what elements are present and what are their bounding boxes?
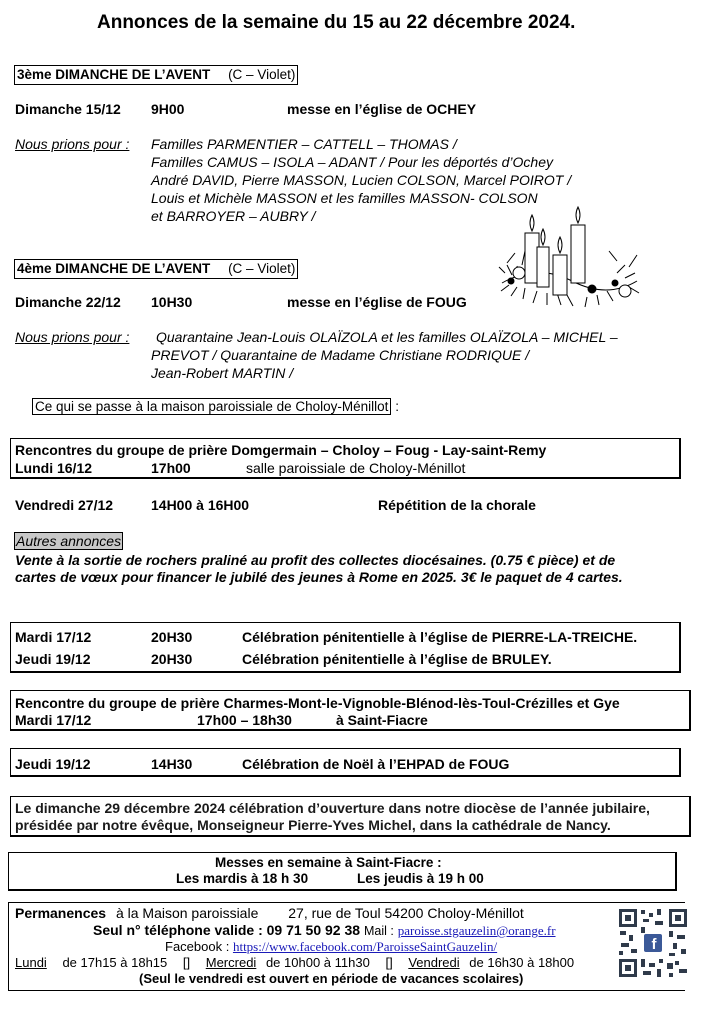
prayer-line: et BARROYER – AUBRY / xyxy=(151,208,316,224)
other-announcements-heading: Autres annonces xyxy=(16,533,122,549)
choir-event: Répétition de la chorale xyxy=(378,497,536,513)
jubilee-line: Le dimanche 29 décembre 2024 célébration d’ouverture dans notre diocèse de l’année jubilaire, xyxy=(15,800,650,816)
heading-text: 3ème DIMANCHE DE L’AVENT xyxy=(17,67,211,82)
prayer-line: Familles PARMENTIER – CATTELL – THOMAS / xyxy=(151,136,457,152)
advent-wreath-icon xyxy=(497,203,642,308)
liturgical-color: (C – Violet) xyxy=(228,261,296,276)
prayer-group-2-day: Mardi 17/12 xyxy=(15,712,92,728)
announcement-line: Vente à la sortie de rochers praliné au profit des collectes diocésaines. (0.75 € pièce) et de xyxy=(15,552,616,568)
penitential-event: Célébration pénitentielle à l’église de PIERRE-LA-TREICHE. xyxy=(242,629,638,645)
weekday-masses-thursdays: Les jeudis à 19 h 00 xyxy=(357,871,484,886)
prayer-group-2-place: à Saint-Fiacre xyxy=(336,712,428,728)
announcement-line: cartes de vœux pour financer le jubilé des jeunes à Rome en 2025. 3€ le paquet de 4 cartes. xyxy=(15,569,623,585)
weekday-masses-tuesdays: Les mardis à 18 h 30 xyxy=(176,871,309,886)
prayer-line: Jean-Robert MARTIN / xyxy=(151,365,294,381)
facebook-link[interactable]: https://www.facebook.com/ParoisseSaintGauzelin/ xyxy=(232,939,498,954)
phone-label: Seul n° téléphone valide : 09 71 50 92 38 xyxy=(93,922,361,938)
facebook-label: Facebook : xyxy=(165,939,230,954)
schedule-day: Vendredi xyxy=(408,955,460,970)
mass-event: messe en l’église de OCHEY xyxy=(287,101,477,117)
schedule-hours: de 17h15 à 18h15 xyxy=(62,955,168,970)
holiday-note: (Seul le vendredi est ouvert en période de vacances scolaires) xyxy=(139,971,524,986)
christmas-time: 14H30 xyxy=(151,756,193,772)
mail-label: Mail : xyxy=(363,924,394,938)
prayer-group-time: 17h00 xyxy=(151,460,191,476)
prayer-line: PREVOT / Quarantaine de Madame Christiane RODRIQUE / xyxy=(151,347,530,363)
schedule-line xyxy=(15,955,574,970)
prayer-group-place: salle paroissiale de Choloy-Ménillot xyxy=(246,460,466,476)
prayer-label: Nous prions pour : xyxy=(15,136,130,152)
penitential-day: Mardi 17/12 xyxy=(15,629,92,645)
permanences-place: à la Maison paroissiale xyxy=(115,905,259,921)
contact-line xyxy=(93,922,556,939)
schedule-day: Lundi xyxy=(15,955,47,970)
house-heading-colon: : xyxy=(395,399,399,414)
penitential-event: Célébration pénitentielle à l’église de BRULEY. xyxy=(242,651,552,667)
prayer-label: Nous prions pour : xyxy=(15,329,130,345)
section-heading-3rd-sunday xyxy=(14,65,298,85)
penitential-time: 20H30 xyxy=(151,629,193,645)
penitential-day: Jeudi 19/12 xyxy=(15,651,91,667)
prayer-line: André DAVID, Pierre MASSON, Lucien COLSON, Marcel POIROT / xyxy=(151,172,572,188)
prayer-group-title: Rencontres du groupe de prière Domgermain – Choloy – Foug - Lay-saint-Remy xyxy=(15,442,547,458)
permanences-label: Permanences xyxy=(15,905,107,921)
prayer-group-2-time: 17h00 – 18h30 xyxy=(197,712,292,728)
other-announcements-text xyxy=(15,552,623,586)
mass-event: messe en l’église de FOUG xyxy=(287,294,467,310)
facebook-line xyxy=(165,939,497,955)
mail-link[interactable]: paroisse.stgauzelin@orange.fr xyxy=(397,923,556,938)
schedule-separator: [] xyxy=(385,955,393,970)
schedule-day: Mercredi xyxy=(205,955,257,970)
schedule-hours: de 10h00 à 11h30 xyxy=(265,955,370,970)
schedule-separator: [] xyxy=(182,955,191,970)
prayer-line: Quarantaine Jean-Louis OLAÏZOLA et les familles OLAÏZOLA – MICHEL – xyxy=(156,329,618,345)
heading-text: 4ème DIMANCHE DE L’AVENT xyxy=(17,261,211,276)
qr-code-icon[interactable] xyxy=(617,907,689,979)
permanences-address: 27, rue de Toul 54200 Choloy-Ménillot xyxy=(288,905,524,921)
mass-time: 9H00 xyxy=(151,101,185,117)
house-heading xyxy=(32,399,399,414)
penitential-time: 20H30 xyxy=(151,651,193,667)
prayer-line: Familles CAMUS – ISOLA – ADANT / Pour les déportés d’Ochey xyxy=(151,154,553,170)
jubilee-text xyxy=(15,800,650,834)
prayer-group-day: Lundi 16/12 xyxy=(15,460,93,476)
mass-day: Dimanche 15/12 xyxy=(15,101,121,117)
page-title: Annonces de la semaine du 15 au 22 décembre 2024. xyxy=(97,12,576,33)
schedule-hours: de 16h30 à 18h00 xyxy=(469,955,575,970)
weekday-masses-title: Messes en semaine à Saint-Fiacre : xyxy=(215,855,442,870)
christmas-day: Jeudi 19/12 xyxy=(15,756,91,772)
mass-time: 10H30 xyxy=(151,294,193,310)
prayer-group-2-title: Rencontre du groupe de prière Charmes-Mont-le-Vignoble-Blénod-lès-Toul-Crézilles et Gye xyxy=(15,695,620,711)
choir-day: Vendredi 27/12 xyxy=(15,497,114,513)
christmas-event: Célébration de Noël à l’EHPAD de FOUG xyxy=(242,756,510,772)
permanences-line xyxy=(15,905,524,921)
liturgical-color: (C – Violet) xyxy=(228,67,296,82)
prayer-intentions xyxy=(151,328,618,382)
mass-day: Dimanche 22/12 xyxy=(15,294,121,310)
house-heading-text: Ce qui se passe à la maison paroissiale de Choloy-Ménillot xyxy=(32,398,391,415)
svg-text:f: f xyxy=(651,936,657,953)
jubilee-line: présidée par notre évêque, Monseigneur Pierre-Yves Michel, dans la cathédrale de Nancy. xyxy=(15,817,611,833)
prayer-line: Louis et Michèle MASSON et les familles MASSON- COLSON xyxy=(151,190,538,206)
section-heading-4th-sunday xyxy=(14,259,298,279)
choir-time: 14H00 à 16H00 xyxy=(151,497,250,513)
